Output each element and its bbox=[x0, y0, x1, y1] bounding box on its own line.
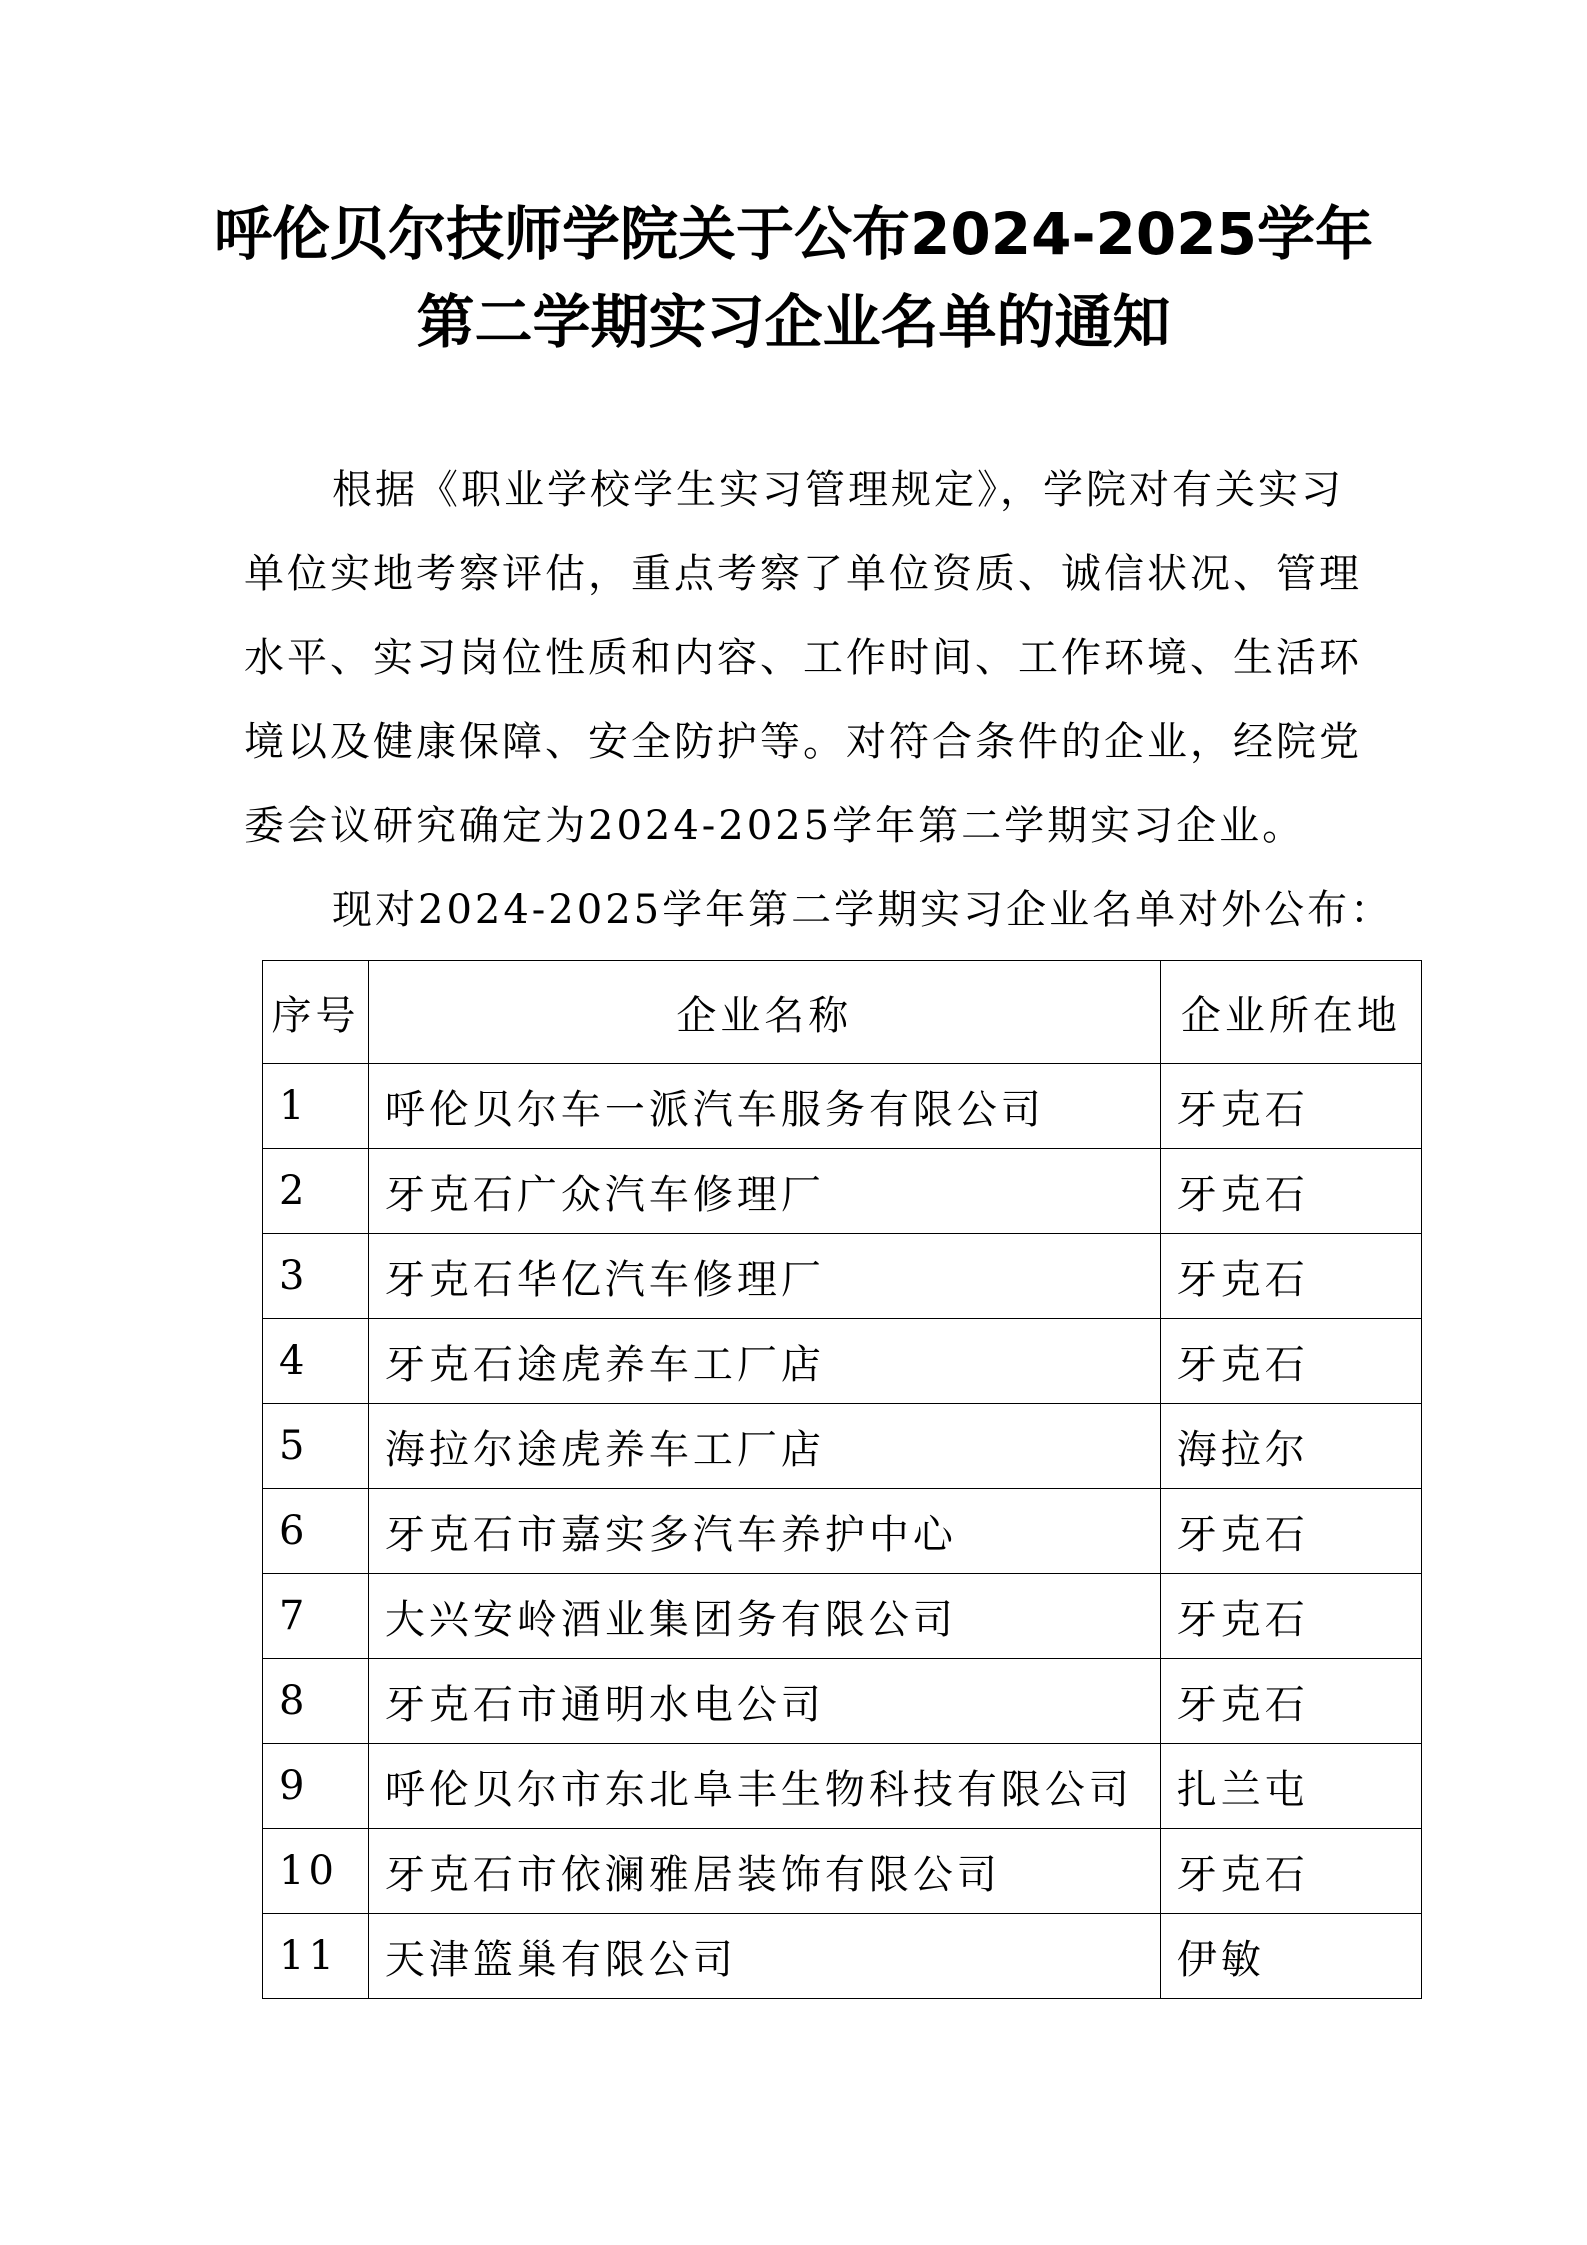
enterprise-name-cell: 牙克石市嘉实多汽车养护中心 bbox=[368, 1489, 1160, 1574]
serial-number-cell: 7 bbox=[263, 1574, 369, 1659]
body-paragraph-line: 单位实地考察评估，重点考察了单位资质、诚信状况、管理 bbox=[244, 551, 1362, 597]
body-paragraph-line: 境以及健康保障、安全防护等。对符合条件的企业，经院党 bbox=[244, 719, 1362, 765]
document-title-line2: 第二学期实习企业名单的通知 bbox=[416, 288, 1171, 356]
enterprise-name-cell: 大兴安岭酒业集团务有限公司 bbox=[368, 1574, 1160, 1659]
table-row bbox=[263, 1489, 1422, 1574]
table-row bbox=[263, 1914, 1422, 1999]
location-cell: 海拉尔 bbox=[1160, 1404, 1421, 1489]
location-cell: 扎兰屯 bbox=[1160, 1744, 1421, 1829]
enterprise-name-cell: 呼伦贝尔市东北阜丰生物科技有限公司 bbox=[368, 1744, 1160, 1829]
location-cell: 伊敏 bbox=[1160, 1914, 1421, 1999]
announcement-line: 现对2024-2025学年第二学期实习企业名单对外公布： bbox=[332, 887, 1394, 933]
serial-number-cell: 4 bbox=[263, 1319, 369, 1404]
header-location: 企业所在地 bbox=[1160, 961, 1421, 1064]
enterprise-name-cell: 海拉尔途虎养车工厂店 bbox=[368, 1404, 1160, 1489]
location-cell: 牙克石 bbox=[1160, 1829, 1421, 1914]
location-cell: 牙克石 bbox=[1160, 1659, 1421, 1744]
location-cell: 牙克石 bbox=[1160, 1234, 1421, 1319]
table-row bbox=[263, 1149, 1422, 1234]
enterprise-name-cell: 牙克石市通明水电公司 bbox=[368, 1659, 1160, 1744]
location-cell: 牙克石 bbox=[1160, 1149, 1421, 1234]
location-cell: 牙克石 bbox=[1160, 1064, 1421, 1149]
enterprise-name-cell: 天津篮巢有限公司 bbox=[368, 1914, 1160, 1999]
enterprise-name-cell: 牙克石途虎养车工厂店 bbox=[368, 1319, 1160, 1404]
header-enterprise-name: 企业名称 bbox=[368, 961, 1160, 1064]
table-row bbox=[263, 1829, 1422, 1914]
location-cell: 牙克石 bbox=[1160, 1489, 1421, 1574]
body-paragraph-line: 委会议研究确定为2024-2025学年第二学期实习企业。 bbox=[244, 803, 1306, 849]
table-row bbox=[263, 1404, 1422, 1489]
serial-number-cell: 11 bbox=[263, 1914, 369, 1999]
body-paragraph-line: 根据《职业学校学生实习管理规定》，学院对有关实习 bbox=[332, 467, 1344, 513]
serial-number-cell: 5 bbox=[263, 1404, 369, 1489]
table-row bbox=[263, 1064, 1422, 1149]
enterprise-name-cell: 牙克石广众汽车修理厂 bbox=[368, 1149, 1160, 1234]
body-paragraph-line: 水平、实习岗位性质和内容、工作时间、工作环境、生活环 bbox=[244, 635, 1362, 681]
serial-number-cell: 6 bbox=[263, 1489, 369, 1574]
serial-number-cell: 2 bbox=[263, 1149, 369, 1234]
document-title-line1: 呼伦贝尔技师学院关于公布2024-2025学年 bbox=[214, 200, 1373, 268]
header-serial-number: 序号 bbox=[263, 961, 369, 1064]
serial-number-cell: 3 bbox=[263, 1234, 369, 1319]
serial-number-cell: 1 bbox=[263, 1064, 369, 1149]
table-header-row bbox=[263, 961, 1422, 1064]
serial-number-cell: 8 bbox=[263, 1659, 369, 1744]
location-cell: 牙克石 bbox=[1160, 1574, 1421, 1659]
enterprise-name-cell: 牙克石华亿汽车修理厂 bbox=[368, 1234, 1160, 1319]
table-row bbox=[263, 1319, 1422, 1404]
table-row bbox=[263, 1574, 1422, 1659]
table-row bbox=[263, 1234, 1422, 1319]
enterprise-name-cell: 呼伦贝尔车一派汽车服务有限公司 bbox=[368, 1064, 1160, 1149]
location-cell: 牙克石 bbox=[1160, 1319, 1421, 1404]
enterprise-table bbox=[262, 960, 1422, 1999]
enterprise-name-cell: 牙克石市依澜雅居装饰有限公司 bbox=[368, 1829, 1160, 1914]
serial-number-cell: 10 bbox=[263, 1829, 369, 1914]
table-row bbox=[263, 1744, 1422, 1829]
table-row bbox=[263, 1659, 1422, 1744]
serial-number-cell: 9 bbox=[263, 1744, 369, 1829]
